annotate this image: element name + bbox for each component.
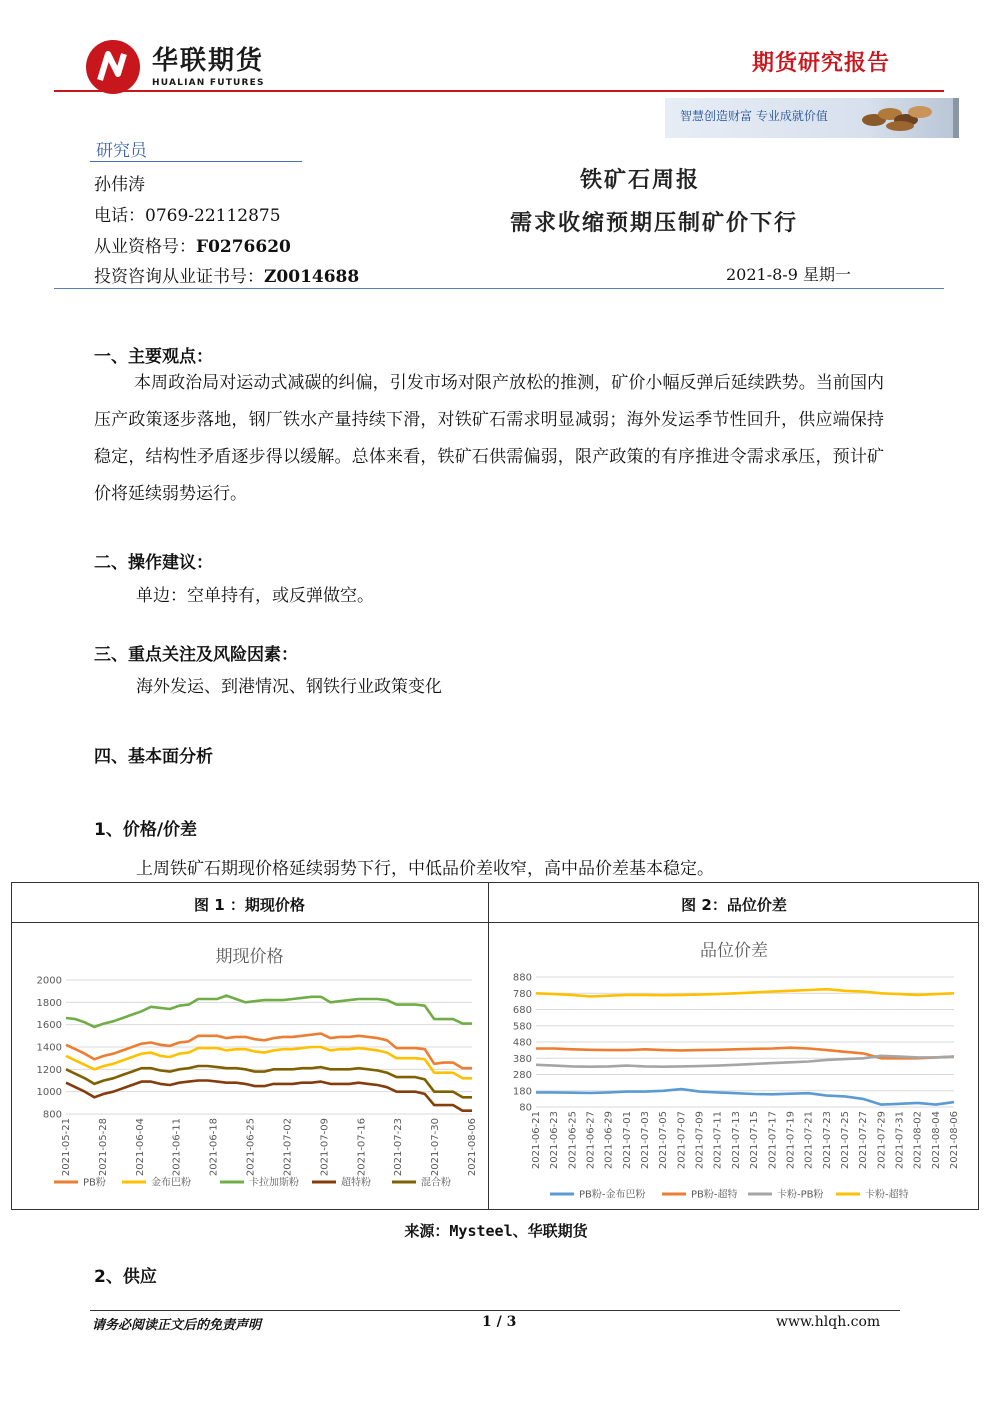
x-tick-label: 2021-07-17 (767, 1111, 779, 1170)
x-tick-label: 2021-08-02 (912, 1111, 924, 1170)
x-tick-label: 2021-08-06 (949, 1111, 960, 1170)
report-date: 2021-8-9 星期一 (726, 265, 851, 284)
chart-2-title: 品位价差 (700, 941, 768, 961)
report-subtitle: 需求收缩预期压制矿价下行 (510, 211, 799, 236)
y-tick-label: 680 (512, 1005, 532, 1016)
y-tick-label: 2000 (36, 975, 62, 987)
researcher-name: 孙伟涛 (94, 175, 145, 195)
figure-1-caption: 图 1 ：期现价格 (194, 896, 305, 914)
x-tick-label: 2021-07-15 (749, 1111, 761, 1170)
section-2-heading: 二、操作建议： (94, 553, 213, 573)
x-tick-label: 2021-06-27 (585, 1111, 597, 1170)
legend-label: 金布巴粉 (151, 1177, 191, 1189)
x-tick-label: 2021-07-07 (676, 1111, 688, 1170)
x-tick-label: 2021-05-21 (61, 1118, 72, 1177)
x-tick-label: 2021-07-09 (694, 1111, 706, 1170)
x-tick-label: 2021-07-23 (821, 1111, 833, 1170)
x-tick-label: 2021-06-11 (171, 1118, 183, 1177)
x-tick-label: 2021-07-03 (640, 1111, 652, 1170)
footer-website[interactable]: www.hlqh.com (776, 1314, 881, 1330)
y-tick-label: 1600 (36, 1020, 62, 1032)
chart-1 (14, 966, 486, 1206)
y-tick-label: 280 (512, 1070, 532, 1081)
legend-label: PB粉-金布巴粉 (579, 1189, 646, 1201)
x-tick-label: 2021-07-16 (356, 1118, 368, 1177)
section-3-heading: 三、重点关注及风险因素： (94, 645, 298, 665)
section-2-body: 单边：空单持有，或反弹做空。 (136, 586, 374, 606)
y-tick-label: 880 (512, 972, 532, 984)
legend-label: 超特粉 (341, 1177, 371, 1189)
x-tick-label: 2021-06-21 (531, 1111, 542, 1170)
x-tick-label: 2021-07-23 (393, 1118, 405, 1177)
slogan-text: 智慧创造财富 专业成就价值 (680, 109, 828, 123)
x-tick-label: 2021-06-25 (567, 1111, 579, 1170)
x-tick-label: 2021-07-01 (621, 1111, 633, 1170)
x-tick-label: 2021-07-13 (730, 1111, 742, 1170)
researcher-certificate: 投资咨询从业证书号：Z0014688 (94, 267, 360, 287)
coins-image-icon (860, 98, 936, 134)
series-line (66, 1081, 472, 1111)
x-tick-label: 2021-07-09 (319, 1118, 331, 1177)
y-tick-label: 380 (512, 1053, 532, 1065)
y-tick-label: 1400 (36, 1042, 62, 1054)
x-tick-label: 2021-06-23 (549, 1111, 561, 1170)
report-title: 铁矿石周报 (580, 168, 701, 193)
y-tick-label: 1000 (36, 1087, 62, 1099)
x-tick-label: 2021-07-25 (839, 1111, 851, 1170)
x-tick-label: 2021-07-21 (803, 1111, 815, 1170)
x-tick-label: 2021-07-29 (876, 1111, 888, 1170)
researcher-qualification: 从业资格号：F0276620 (94, 237, 291, 257)
section-1-body: 本周政治局对运动式减碳的纠偏，引发市场对限产放松的推测，矿价小幅反弹后延续跌势。当前国内压产政策逐步落地，钢厂铁水产量持续下滑，对铁矿石需求明显减弱；海外发运季节性回升，供应端保持稳定，结构性矛盾逐步得以缓解。总体来看，铁矿石供需偏弱，限产政策的有序推进令需求承压，预计矿价将延续弱势运行。 (94, 373, 884, 504)
x-tick-label: 2021-07-27 (858, 1111, 870, 1170)
figure-2-caption: 图 2：品位价差 (681, 896, 787, 914)
x-tick-label: 2021-06-04 (134, 1118, 146, 1177)
figure-source: 来源：Mysteel、华联期货 (404, 1222, 588, 1240)
page-number: 1 / 3 (482, 1314, 517, 1330)
x-tick-label: 2021-07-02 (282, 1118, 294, 1177)
series-line (536, 1056, 954, 1067)
title-divider (54, 288, 944, 289)
section-4-1-heading: 1、价格/价差 (94, 820, 198, 840)
researcher-underline (90, 161, 302, 162)
company-name-en: HUALIAN FUTURES (152, 78, 265, 88)
series-line (536, 1089, 954, 1105)
legend-label: 卡拉加斯粉 (249, 1177, 299, 1189)
x-tick-label: 2021-07-05 (658, 1111, 670, 1170)
footer-disclaimer: 请务必阅读正文后的免责声明 (92, 1318, 262, 1333)
legend-label: 卡粉-超特 (865, 1189, 909, 1201)
legend-label: 混合粉 (421, 1177, 451, 1189)
researcher-heading: 研究员 (96, 141, 147, 161)
x-tick-label: 2021-06-18 (208, 1118, 220, 1177)
x-tick-label: 2021-07-11 (712, 1111, 724, 1170)
chart-2 (492, 964, 976, 1206)
legend-label: PB粉-超特 (691, 1189, 738, 1201)
section-1-heading: 一、主要观点： (94, 347, 213, 367)
x-tick-label: 2021-07-31 (894, 1111, 906, 1170)
x-tick-label: 2021-07-19 (785, 1111, 797, 1170)
section-4-1-body: 上周铁矿石期现价格延续弱势下行，中低品价差收窄，高中品价差基本稳定。 (136, 859, 714, 879)
y-tick-label: 1800 (36, 997, 62, 1009)
section-4-heading: 四、基本面分析 (94, 747, 213, 767)
legend-label: 卡粉-PB粉 (777, 1189, 824, 1201)
y-tick-label: 180 (512, 1086, 532, 1098)
series-line (66, 996, 472, 1027)
legend-label: PB粉 (83, 1177, 106, 1189)
header-divider (54, 90, 944, 92)
researcher-phone: 电话：0769-22112875 (94, 206, 281, 226)
figure-table-divider-v (488, 882, 489, 1210)
y-tick-label: 80 (519, 1102, 532, 1114)
y-tick-label: 580 (512, 1021, 532, 1033)
x-tick-label: 2021-06-25 (245, 1118, 257, 1177)
y-tick-label: 800 (42, 1109, 62, 1121)
x-tick-label: 2021-08-06 (467, 1118, 478, 1177)
y-tick-label: 480 (512, 1037, 532, 1049)
report-type: 期货研究报告 (752, 51, 891, 76)
figure-table-divider-h (11, 922, 979, 923)
company-logo-icon (86, 40, 140, 94)
company-name-cn: 华联期货 (152, 46, 265, 76)
x-tick-label: 2021-07-30 (430, 1118, 442, 1177)
x-tick-label: 2021-06-29 (603, 1111, 615, 1170)
footer-divider (90, 1310, 900, 1311)
section-3-body: 海外发运、到港情况、钢铁行业政策变化 (136, 677, 442, 697)
y-tick-label: 780 (512, 988, 532, 1000)
section-4-2-heading: 2、供应 (94, 1267, 157, 1287)
chart-1-title: 期现价格 (215, 947, 284, 967)
x-tick-label: 2021-08-04 (930, 1111, 942, 1170)
y-tick-label: 1200 (36, 1064, 62, 1076)
x-tick-label: 2021-05-28 (97, 1118, 109, 1177)
